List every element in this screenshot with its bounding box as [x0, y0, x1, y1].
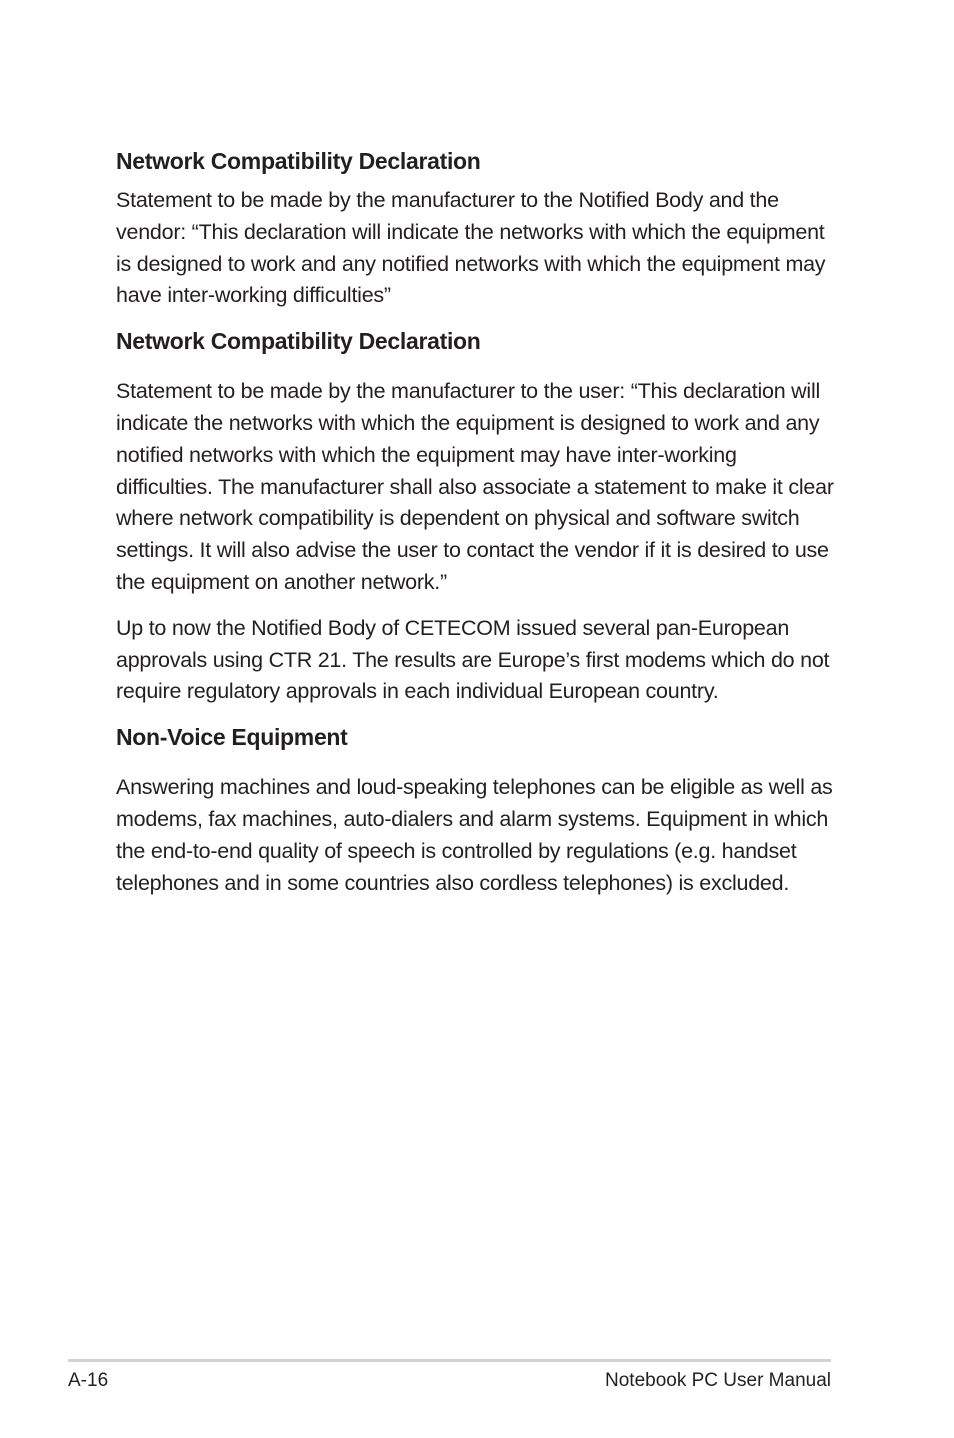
section-heading: Network Compatibility Declaration — [116, 148, 481, 174]
body-paragraph: Up to now the Notified Body of CETECOM issued several pan-European approvals using CTR 21. The results are Europe’s first modems which do not require regulatory approvals in each individual European country. — [116, 615, 830, 704]
body-paragraph: Statement to be made by the manufacturer to the Notified Body and the vendor: “This declaration will indicate the networks with which the equipment is designed to work and any notified networks with which the equipment may have inter-working difficulties” — [116, 188, 826, 308]
section-heading: Non-Voice Equipment — [116, 724, 348, 751]
page-content — [116, 145, 838, 899]
section-heading: Network Compatibility Declaration — [116, 328, 481, 355]
page-number: A-16 — [68, 1370, 109, 1391]
manual-title: Notebook PC User Manual — [605, 1370, 831, 1391]
footer-divider — [68, 1359, 831, 1362]
body-paragraph: Statement to be made by the manufacturer to the user: “This declaration will indicate the networks with which the equipment is designed to work and any notified networks with which the equipment may have inter-working difficulties. The manufacturer shall also associate a statement to make it clear where network compatibility is dependent on physical and software switch settings. It will also advise the user to contact the vendor if it is desired to use the equipment on another network.” — [116, 379, 834, 594]
body-paragraph: Answering machines and loud-speaking telephones can be eligible as well as modems, fax machines, auto-dialers and alarm systems. Equipment in which the end-to-end quality of speech is controlled by regulations (e.g. handset telephones and in some countries also cordless telephones) is excluded. — [116, 775, 833, 895]
